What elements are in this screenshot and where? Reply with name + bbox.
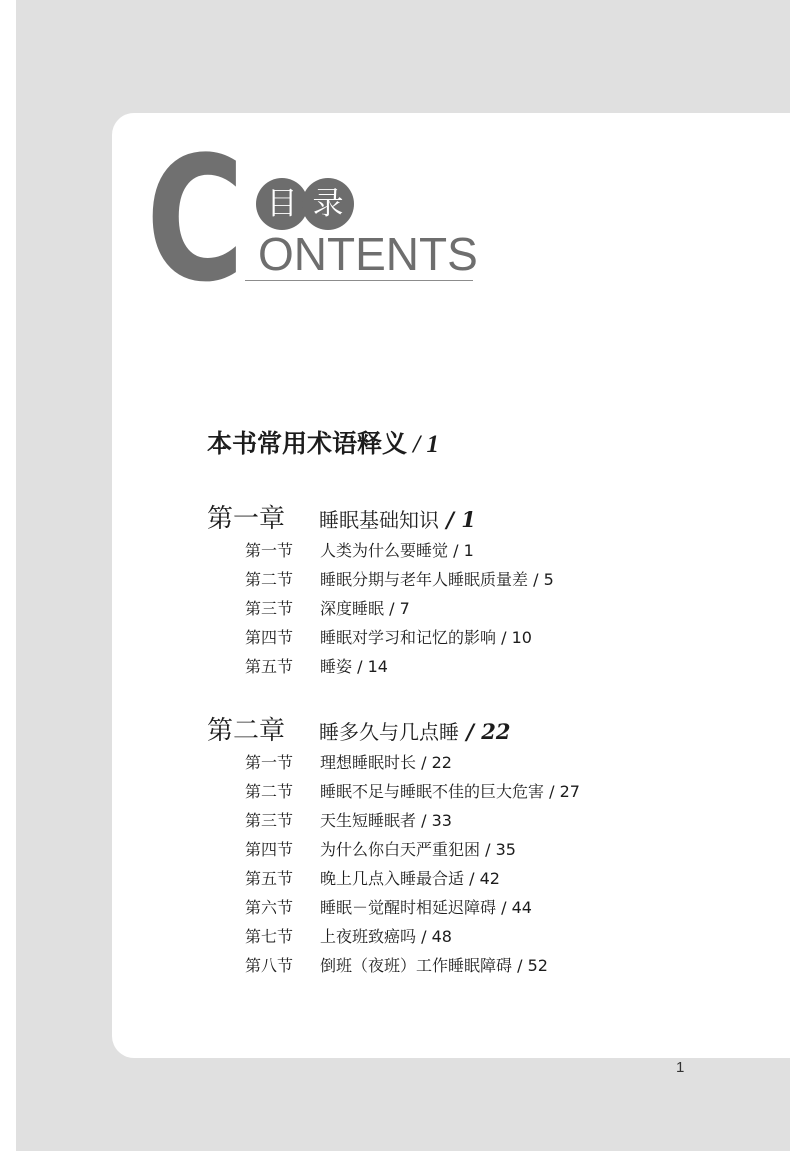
section-page: 7 <box>399 599 410 618</box>
section-number: 第一节 <box>245 541 294 560</box>
section-number: 第二节 <box>245 570 294 589</box>
chapter-heading[interactable] <box>207 711 511 752</box>
section-title: 晚上几点入睡最合适 <box>320 869 465 888</box>
section-title: 睡眠对学习和记忆的影响 <box>320 628 497 647</box>
section-page: 22 <box>431 753 452 772</box>
section-page: 14 <box>367 657 388 676</box>
section-entry[interactable] <box>245 748 580 777</box>
section-page: 5 <box>543 570 554 589</box>
section-entry[interactable] <box>245 864 580 893</box>
glossary-title: 本书常用术语释义 <box>207 429 408 458</box>
section-separator: / <box>496 898 512 917</box>
section-separator: / <box>416 811 432 830</box>
section-entry[interactable] <box>245 951 580 980</box>
section-page: 35 <box>495 840 516 859</box>
section-number: 第二节 <box>245 782 294 801</box>
section-entry[interactable] <box>245 565 554 594</box>
toc-entry-glossary[interactable] <box>207 424 439 465</box>
section-page: 10 <box>511 628 532 647</box>
glossary-separator: / <box>407 431 427 458</box>
section-number: 第四节 <box>245 628 294 647</box>
section-entry[interactable] <box>245 594 554 623</box>
section-separator: / <box>352 657 368 676</box>
section-number: 第八节 <box>245 956 294 975</box>
section-entry[interactable] <box>245 893 580 922</box>
section-title: 睡眠不足与睡眠不佳的巨大危害 <box>320 782 545 801</box>
chapter-separator: / <box>459 719 482 744</box>
section-separator: / <box>464 869 480 888</box>
section-title: 深度睡眠 <box>320 599 385 618</box>
section-separator: / <box>544 782 560 801</box>
section-entry[interactable] <box>245 922 580 951</box>
circle-char-1: 目 <box>256 178 308 230</box>
section-separator: / <box>480 840 496 859</box>
section-separator: / <box>416 753 432 772</box>
section-page: 48 <box>431 927 452 946</box>
section-entry[interactable] <box>245 777 580 806</box>
section-list <box>245 748 580 980</box>
section-title: 天生短睡眠者 <box>320 811 417 830</box>
section-number: 第四节 <box>245 840 294 859</box>
chapter-title: 睡多久与几点睡 <box>319 720 459 744</box>
section-entry[interactable] <box>245 652 554 681</box>
section-separator: / <box>512 956 528 975</box>
section-separator: / <box>416 927 432 946</box>
section-number: 第六节 <box>245 898 294 917</box>
contents-word: ONTENTS <box>258 228 478 280</box>
section-title: 人类为什么要睡觉 <box>320 541 449 560</box>
section-page: 52 <box>527 956 548 975</box>
section-title: 上夜班致癌吗 <box>320 927 417 946</box>
section-entry[interactable] <box>245 623 554 652</box>
chapter-number: 第一章 <box>207 504 286 534</box>
section-separator: / <box>496 628 512 647</box>
mulu-circles <box>256 178 360 230</box>
section-title: 理想睡眠时长 <box>320 753 417 772</box>
section-list <box>245 536 554 681</box>
section-title: 睡眠分期与老年人睡眠质量差 <box>320 570 529 589</box>
chapter-number: 第二章 <box>207 716 286 746</box>
section-title: 睡眠－觉醒时相延迟障碍 <box>320 898 497 917</box>
chapter-title: 睡眠基础知识 <box>319 508 439 532</box>
section-title: 为什么你白天严重犯困 <box>320 840 481 859</box>
section-entry[interactable] <box>245 835 580 864</box>
section-separator: / <box>528 570 544 589</box>
section-title: 倒班（夜班）工作睡眠障碍 <box>320 956 513 975</box>
section-entry[interactable] <box>245 806 580 835</box>
chapter-page: 22 <box>481 719 511 744</box>
section-title: 睡姿 <box>320 657 353 676</box>
section-number: 第三节 <box>245 599 294 618</box>
section-page: 1 <box>463 541 474 560</box>
section-number: 第七节 <box>245 927 294 946</box>
section-separator: / <box>448 541 464 560</box>
header-underline <box>245 280 473 281</box>
section-page: 44 <box>511 898 532 917</box>
section-separator: / <box>384 599 400 618</box>
section-number: 第一节 <box>245 753 294 772</box>
section-page: 33 <box>431 811 452 830</box>
chapter-separator: / <box>439 507 462 532</box>
page-number: 1 <box>676 1059 685 1076</box>
section-number: 第三节 <box>245 811 294 830</box>
glossary-page: 1 <box>426 431 439 458</box>
section-page: 42 <box>479 869 500 888</box>
section-number: 第五节 <box>245 657 294 676</box>
chapter-heading[interactable] <box>207 499 476 540</box>
circle-char-2: 录 <box>302 178 354 230</box>
chapter-page: 1 <box>461 507 476 532</box>
contents-big-letter: C <box>146 119 242 320</box>
section-entry[interactable] <box>245 536 554 565</box>
section-number: 第五节 <box>245 869 294 888</box>
section-page: 27 <box>559 782 580 801</box>
